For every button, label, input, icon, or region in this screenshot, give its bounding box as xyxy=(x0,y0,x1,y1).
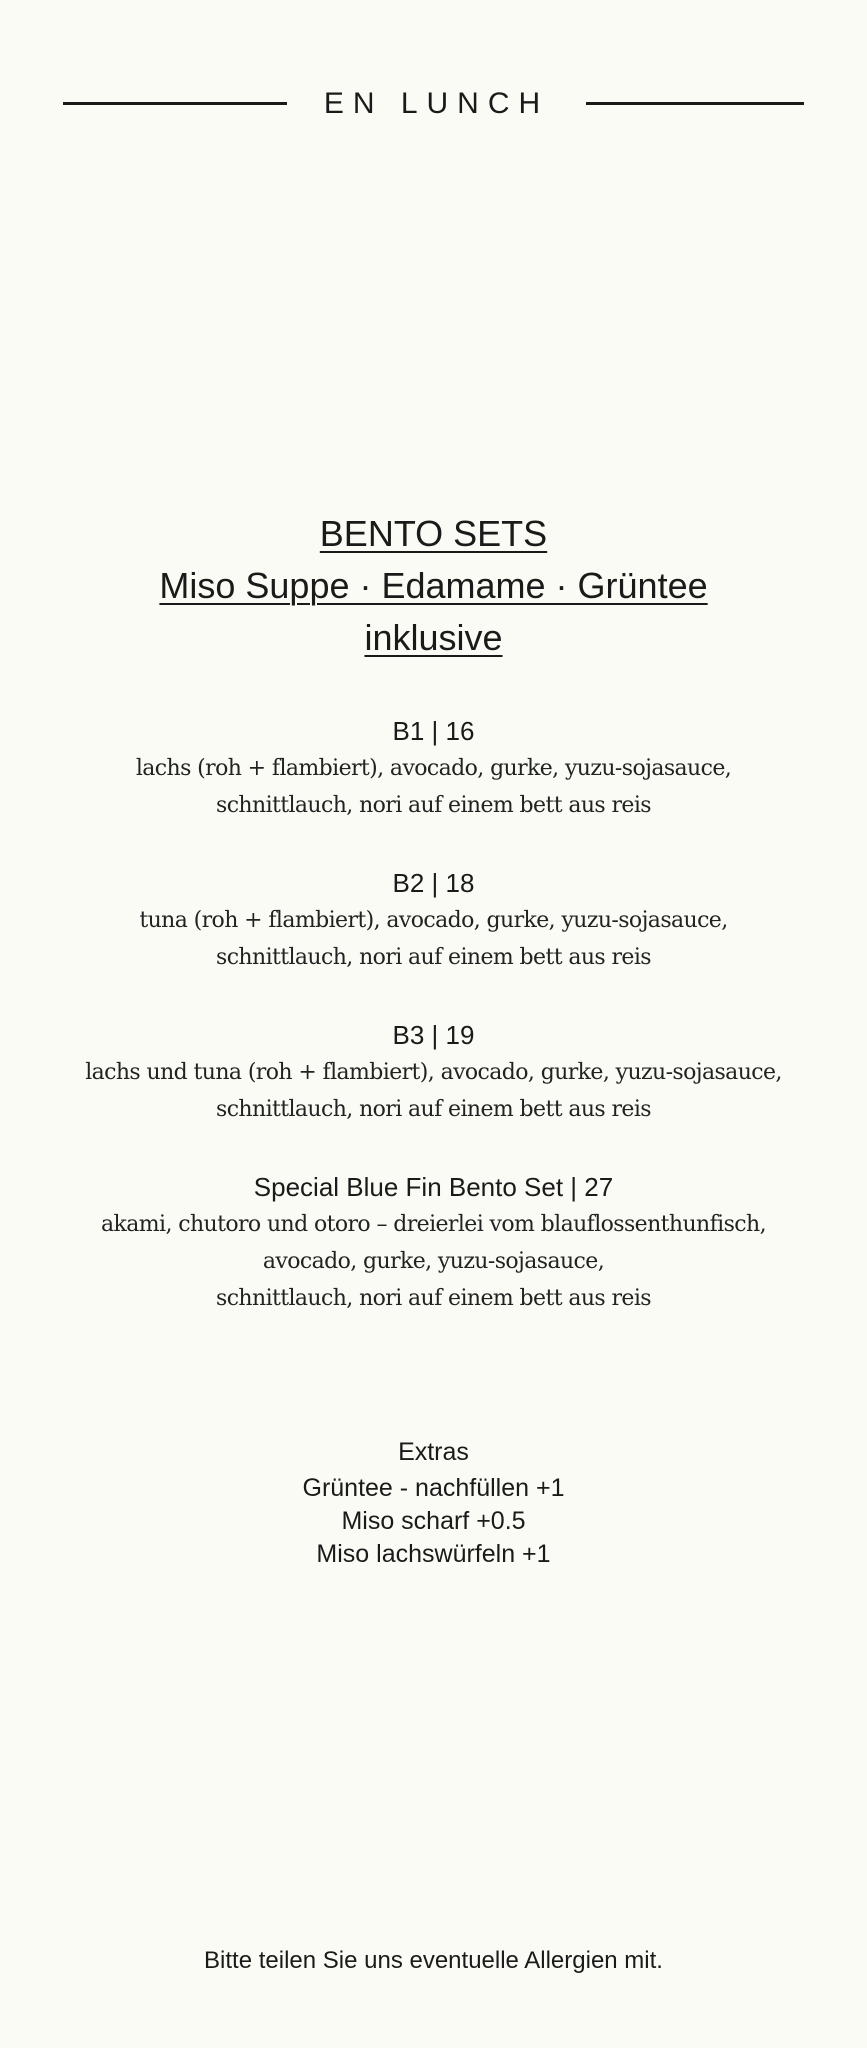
extras-line: Grüntee - nachfüllen +1 xyxy=(302,1474,565,1502)
header-rule-right xyxy=(586,102,804,105)
menu-item-b2 xyxy=(0,864,867,976)
extras-line: Miso scharf +0.5 xyxy=(341,1507,526,1535)
item-title: B3 | 19 xyxy=(392,1020,475,1050)
menu-item-special-blue-fin xyxy=(0,1168,867,1317)
allergy-note: Bitte teilen Sie uns eventuelle Allergien mit. xyxy=(204,1947,663,1974)
item-description xyxy=(0,1054,867,1128)
item-description xyxy=(0,1206,867,1317)
item-description xyxy=(0,902,867,976)
header-rule-left xyxy=(63,102,287,105)
menu-item-b1 xyxy=(0,712,867,824)
menu-items xyxy=(0,712,867,1357)
section-inclusions: Miso Suppe · Edamame · Grüntee xyxy=(159,565,708,606)
item-description-line: lachs (roh + flambiert), avocado, gurke, yuzu-sojasauce, xyxy=(135,756,732,781)
item-description-line: lachs und tuna (roh + flambiert), avocado, gurke, yuzu-sojasauce, xyxy=(85,1060,782,1085)
section-title: BENTO SETS xyxy=(319,513,548,554)
item-description-line: avocado, gurke, yuzu-sojasauce, xyxy=(262,1249,605,1274)
item-title: B2 | 18 xyxy=(392,868,475,898)
item-description-line: schnittlauch, nori auf einem bett aus reis xyxy=(216,1286,651,1311)
item-title: B1 | 16 xyxy=(392,716,475,746)
item-description-line: tuna (roh + flambiert), avocado, gurke, yuzu-sojasauce, xyxy=(139,908,728,933)
item-description-line: schnittlauch, nori auf einem bett aus reis xyxy=(216,945,651,970)
menu-item-b3 xyxy=(0,1016,867,1128)
item-description xyxy=(0,750,867,824)
item-description-line: schnittlauch, nori auf einem bett aus reis xyxy=(216,1097,651,1122)
page-title: EN LUNCH xyxy=(323,87,550,120)
extras-title: Extras xyxy=(398,1438,469,1466)
section-heading xyxy=(0,508,867,664)
item-description-line: schnittlauch, nori auf einem bett aus reis xyxy=(216,793,651,818)
item-description-line: akami, chutoro und otoro – dreierlei vom blauflossenthunfisch, xyxy=(101,1212,766,1237)
section-inclusive-note: inklusive xyxy=(364,617,503,658)
extras-line: Miso lachswürfeln +1 xyxy=(316,1540,551,1568)
page-header xyxy=(0,84,867,124)
extras-section xyxy=(0,1432,867,1571)
item-title: Special Blue Fin Bento Set | 27 xyxy=(253,1172,614,1202)
